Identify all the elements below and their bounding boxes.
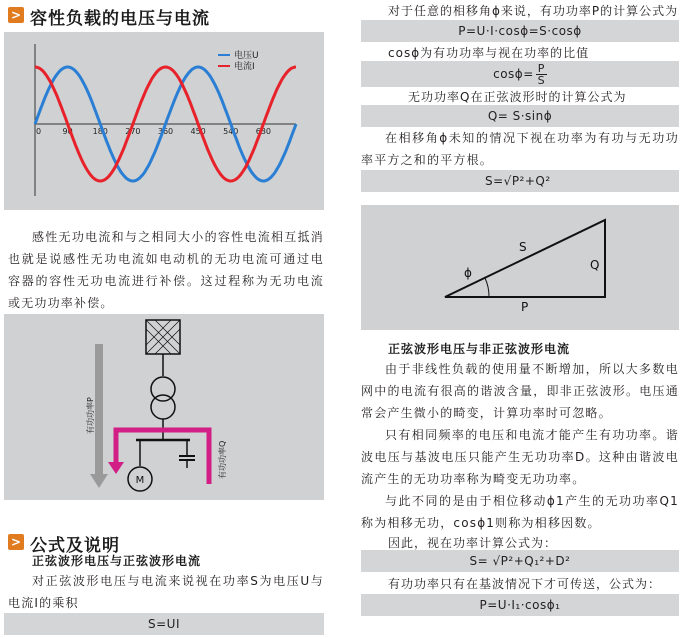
paragraph-apparent-power: 对正弦波形电压与电流来说视在功率S为电压U与电流I的乘积 — [8, 574, 324, 610]
formula-cos-phi — [361, 61, 679, 87]
text-reactive-intro: 无功功率Q在正弦波形时的计算公式为 — [408, 90, 627, 104]
legend-voltage-label: 电压U — [234, 51, 259, 61]
x-tick-label: 630 — [255, 127, 272, 136]
text-fundamental-intro: 有功功率只有在基波情况下才可传送，公式为： — [388, 577, 662, 591]
fraction-denominator: S — [537, 73, 546, 87]
formula-apparent-sqrt: S=√P²+Q² — [361, 170, 679, 192]
x-tick-label: 360 — [157, 127, 174, 136]
label-active-power: 有功功率P — [86, 397, 95, 434]
triangle-label-p: P — [521, 300, 529, 314]
circuit-panel — [4, 314, 324, 500]
triangle-label-s: S — [519, 240, 527, 254]
text-active-power-intro: 对于任意的相移角ϕ来说，有功功率P的计算公式为 — [388, 4, 679, 18]
phi-arc — [485, 278, 489, 297]
transformer-icon — [151, 377, 175, 401]
power-triangle-panel — [361, 205, 679, 330]
x-tick-label: 180 — [92, 127, 108, 136]
x-tick-label: 90 — [62, 127, 73, 136]
motor-label: M — [135, 475, 145, 486]
legend — [218, 49, 259, 72]
active-power-arrow-icon — [90, 474, 108, 488]
section-title-capacitive: 容性负载的电压与电流 — [30, 9, 210, 29]
paragraph-compensation: 感性无功电流和与之相同大小的容性电流相互抵消也就是说感性无功电流如电动机的无功电流可通过电容器的容性无功电流进行补偿。这过程称为无功电流或无功功率补偿。 — [8, 230, 324, 310]
subtitle-sine-nonsine: 正弦波形电压与非正弦波形电流 — [388, 342, 571, 356]
formula-cos-lhs: cosϕ= — [493, 67, 534, 81]
section-title-formulas: 公式及说明 — [30, 536, 120, 556]
triangle-label-phi: ϕ — [464, 266, 472, 280]
fraction-numerator: P — [537, 61, 545, 75]
waveform-chart — [4, 32, 324, 210]
waveform-panel — [4, 32, 324, 210]
formula-s-ui: S=UI — [4, 613, 324, 635]
reactive-power-arrow-icon — [108, 462, 124, 474]
triangle-shape — [445, 220, 605, 297]
x-tick-label: 270 — [125, 127, 141, 136]
section-marker-icon-2: > — [8, 534, 24, 550]
triangle-label-q: Q — [590, 258, 600, 272]
x-tick-label: 0 — [36, 127, 42, 136]
fraction — [536, 63, 547, 86]
x-tick-label: 540 — [223, 127, 239, 136]
active-power-path — [95, 344, 103, 476]
text-cos-ratio: cosϕ为有功功率与视在功率的比值 — [388, 46, 590, 60]
text-apparent-formula-intro: 因此，视在功率计算公式为： — [388, 536, 558, 550]
legend-current-label: 电流I — [234, 62, 255, 72]
formula-reactive-power: Q= S·sinϕ — [361, 105, 679, 127]
formula-apparent-harmonic: S= √P²+Q₁²+D² — [361, 550, 679, 572]
formula-active-power: P=U·I·cosϕ=S·cosϕ — [361, 20, 679, 42]
paragraph-unknown-phase: 在相移角ϕ未知的情况下视在功率为有功与无功功率平方之和的平方根。 — [361, 131, 679, 167]
paragraph-phase-shift: 与此不同的是由于相位移动ϕ1产生的无功功率Q1称为相移无功，cosϕ1则称为相移因数。 — [361, 494, 679, 530]
label-reactive-power: 有功功率Q — [218, 440, 227, 479]
power-triangle — [361, 205, 679, 330]
paragraph-distortion: 只有相同频率的电压和电流才能产生有功功率。谐波电压与基波电压只能产生无功功率D。这种由谐波电流产生的无功功率称为畸变无功功率。 — [361, 428, 679, 486]
x-tick-label: 450 — [190, 127, 206, 136]
subtitle-sine-sine: 正弦波形电压与正弦波形电流 — [32, 554, 202, 568]
circuit-diagram — [4, 314, 324, 500]
formula-active-fundamental: P=U·I₁·cosϕ₁ — [361, 594, 679, 616]
section-marker-icon: > — [8, 7, 24, 23]
paragraph-harmonics: 由于非线性负载的使用量不断增加，所以大多数电网中的电流有很高的谐波含量，即非正弦波形。电压通常会产生微小的畸变，计算功率时可忽略。 — [361, 362, 679, 420]
